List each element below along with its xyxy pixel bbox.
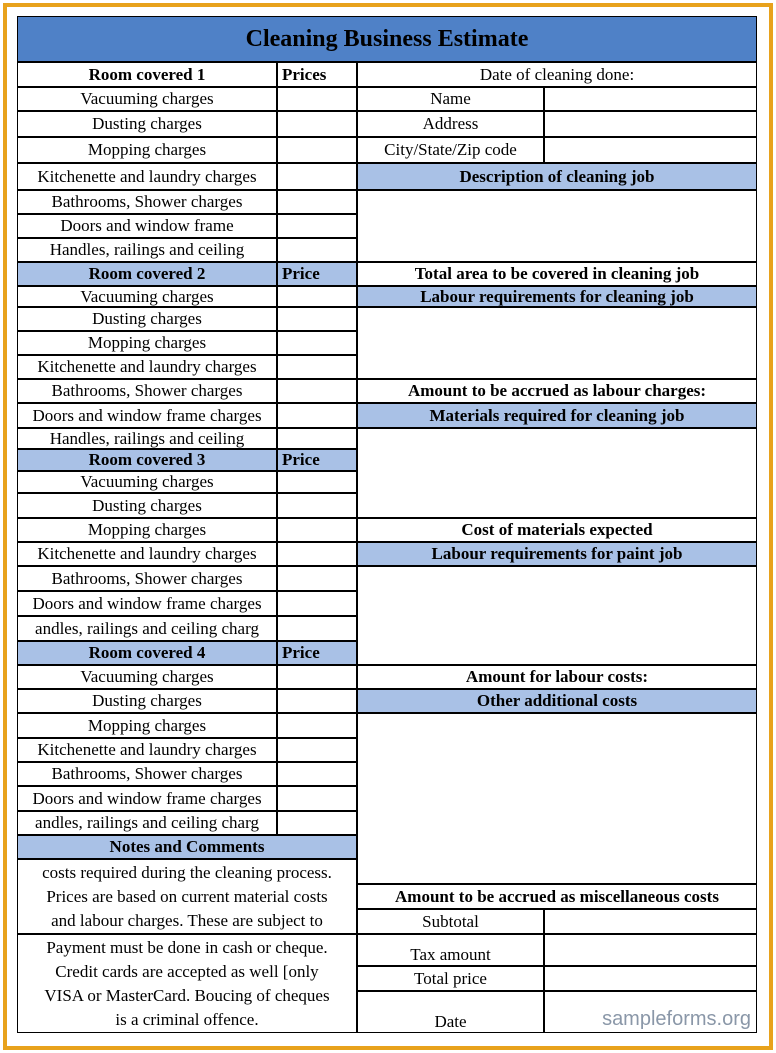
charge-price-field[interactable] [277, 786, 357, 811]
room-3-header: Room covered 3 [17, 449, 277, 471]
labour-accrued-label: Amount to be accrued as labour charges: [357, 379, 757, 403]
notes-line: and labour charges. These are subject to [51, 911, 323, 930]
charge-price-field[interactable] [277, 331, 357, 355]
labour-amount-label: Amount for labour costs: [357, 665, 757, 689]
charge-price-field[interactable] [277, 307, 357, 331]
tax-amount-field[interactable] [544, 934, 757, 966]
charge-item-label: Vacuuming charges [17, 471, 277, 493]
charge-price-field[interactable] [277, 542, 357, 566]
charge-price-field[interactable] [277, 811, 357, 835]
charge-item-label: andles, railings and ceiling charg [17, 811, 277, 835]
charge-item-label: Mopping charges [17, 713, 277, 738]
labour-cleaning-header: Labour requirements for cleaning job [357, 286, 757, 307]
charge-price-field[interactable] [277, 518, 357, 542]
charge-item-label: Dusting charges [17, 111, 277, 137]
labour-paint-header: Labour requirements for paint job [357, 542, 757, 566]
charge-item-label: Doors and window frame charges [17, 591, 277, 616]
total-price-label: Total price [357, 966, 544, 991]
total-price-field[interactable] [544, 966, 757, 991]
charge-price-field[interactable] [277, 355, 357, 379]
room-1-header: Room covered 1 [17, 62, 277, 87]
subtotal-field[interactable] [544, 909, 757, 934]
charge-item-label: Kitchenette and laundry charges [17, 355, 277, 379]
charge-price-field[interactable] [277, 713, 357, 738]
charge-item-label: Bathrooms, Shower charges [17, 566, 277, 591]
charge-item-label: Vacuuming charges [17, 87, 277, 111]
labour-cleaning-field[interactable] [357, 307, 757, 379]
date-field[interactable] [544, 991, 757, 1033]
charge-item-label: Doors and window frame charges [17, 403, 277, 428]
room-2-price-header: Price [277, 262, 357, 286]
notes-payment-block [17, 934, 357, 1033]
charge-price-field[interactable] [277, 190, 357, 214]
charge-item-label: Mopping charges [17, 137, 277, 163]
charge-item-label: Kitchenette and laundry charges [17, 738, 277, 762]
charge-item-label: Bathrooms, Shower charges [17, 190, 277, 214]
other-costs-field[interactable] [357, 713, 757, 884]
city-state-zip-label: City/State/Zip code [357, 137, 544, 163]
form-title: Cleaning Business Estimate [17, 16, 757, 62]
misc-accrued-label: Amount to be accrued as miscellaneous costs [357, 884, 757, 909]
charge-item-label: Dusting charges [17, 493, 277, 518]
name-label: Name [357, 87, 544, 111]
charge-item-label: Doors and window frame [17, 214, 277, 238]
charge-price-field[interactable] [277, 286, 357, 307]
charge-price-field[interactable] [277, 471, 357, 493]
materials-field[interactable] [357, 428, 757, 518]
charge-price-field[interactable] [277, 665, 357, 689]
charge-price-field[interactable] [277, 428, 357, 449]
room-3-price-header: Price [277, 449, 357, 471]
charge-price-field[interactable] [277, 111, 357, 137]
charge-item-label: Dusting charges [17, 689, 277, 713]
materials-cost-label: Cost of materials expected [357, 518, 757, 542]
charge-item-label: Vacuuming charges [17, 665, 277, 689]
charge-price-field[interactable] [277, 379, 357, 403]
charge-item-label: Handles, railings and ceiling [17, 238, 277, 262]
charge-item-label: Vacuuming charges [17, 286, 277, 307]
charge-item-label: Handles, railings and ceiling [17, 428, 277, 449]
watermark: sampleforms.org [602, 1008, 751, 1030]
date-of-cleaning-label: Date of cleaning done: [357, 62, 757, 87]
tax-amount-label: Tax amount [357, 934, 544, 966]
charge-price-field[interactable] [277, 689, 357, 713]
notes-line: is a criminal offence. [115, 1010, 259, 1029]
total-area-label: Total area to be covered in cleaning job [357, 262, 757, 286]
notes-line: VISA or MasterCard. Boucing of cheques [44, 986, 330, 1005]
charge-item-label: Dusting charges [17, 307, 277, 331]
city-state-zip-field[interactable] [544, 137, 757, 163]
charge-price-field[interactable] [277, 238, 357, 262]
notes-line: Prices are based on current material costs [46, 887, 328, 906]
room-2-header: Room covered 2 [17, 262, 277, 286]
notes-line: costs required during the cleaning process. [42, 863, 332, 882]
charge-item-label: Kitchenette and laundry charges [17, 163, 277, 190]
date-label: Date [357, 991, 544, 1033]
estimate-sheet [17, 16, 757, 1033]
room-4-price-header: Price [277, 641, 357, 665]
name-field[interactable] [544, 87, 757, 111]
notes-line: Payment must be done in cash or cheque. [46, 938, 328, 957]
charge-item-label: Mopping charges [17, 518, 277, 542]
charge-item-label: Doors and window frame charges [17, 786, 277, 811]
charge-price-field[interactable] [277, 738, 357, 762]
charge-price-field[interactable] [277, 493, 357, 518]
room-1-price-header: Prices [277, 62, 357, 87]
charge-price-field[interactable] [277, 137, 357, 163]
charge-price-field[interactable] [277, 214, 357, 238]
description-field[interactable] [357, 190, 757, 262]
charge-price-field[interactable] [277, 163, 357, 190]
address-label: Address [357, 111, 544, 137]
other-costs-header: Other additional costs [357, 689, 757, 713]
notes-terms-block [17, 859, 357, 934]
charge-item-label: Mopping charges [17, 331, 277, 355]
notes-header: Notes and Comments [17, 835, 357, 859]
room-4-header: Room covered 4 [17, 641, 277, 665]
charge-item-label: Bathrooms, Shower charges [17, 762, 277, 786]
charge-price-field[interactable] [277, 616, 357, 641]
labour-paint-field[interactable] [357, 566, 757, 665]
description-header: Description of cleaning job [357, 163, 757, 190]
notes-line: Credit cards are accepted as well [only [55, 962, 319, 981]
charge-item-label: Bathrooms, Shower charges [17, 379, 277, 403]
charge-price-field[interactable] [277, 566, 357, 591]
charge-price-field[interactable] [277, 403, 357, 428]
address-field[interactable] [544, 111, 757, 137]
charge-item-label: Kitchenette and laundry charges [17, 542, 277, 566]
charge-price-field[interactable] [277, 87, 357, 111]
charge-price-field[interactable] [277, 762, 357, 786]
materials-header: Materials required for cleaning job [357, 403, 757, 428]
charge-item-label: andles, railings and ceiling charg [17, 616, 277, 641]
subtotal-label: Subtotal [357, 909, 544, 934]
charge-price-field[interactable] [277, 591, 357, 616]
